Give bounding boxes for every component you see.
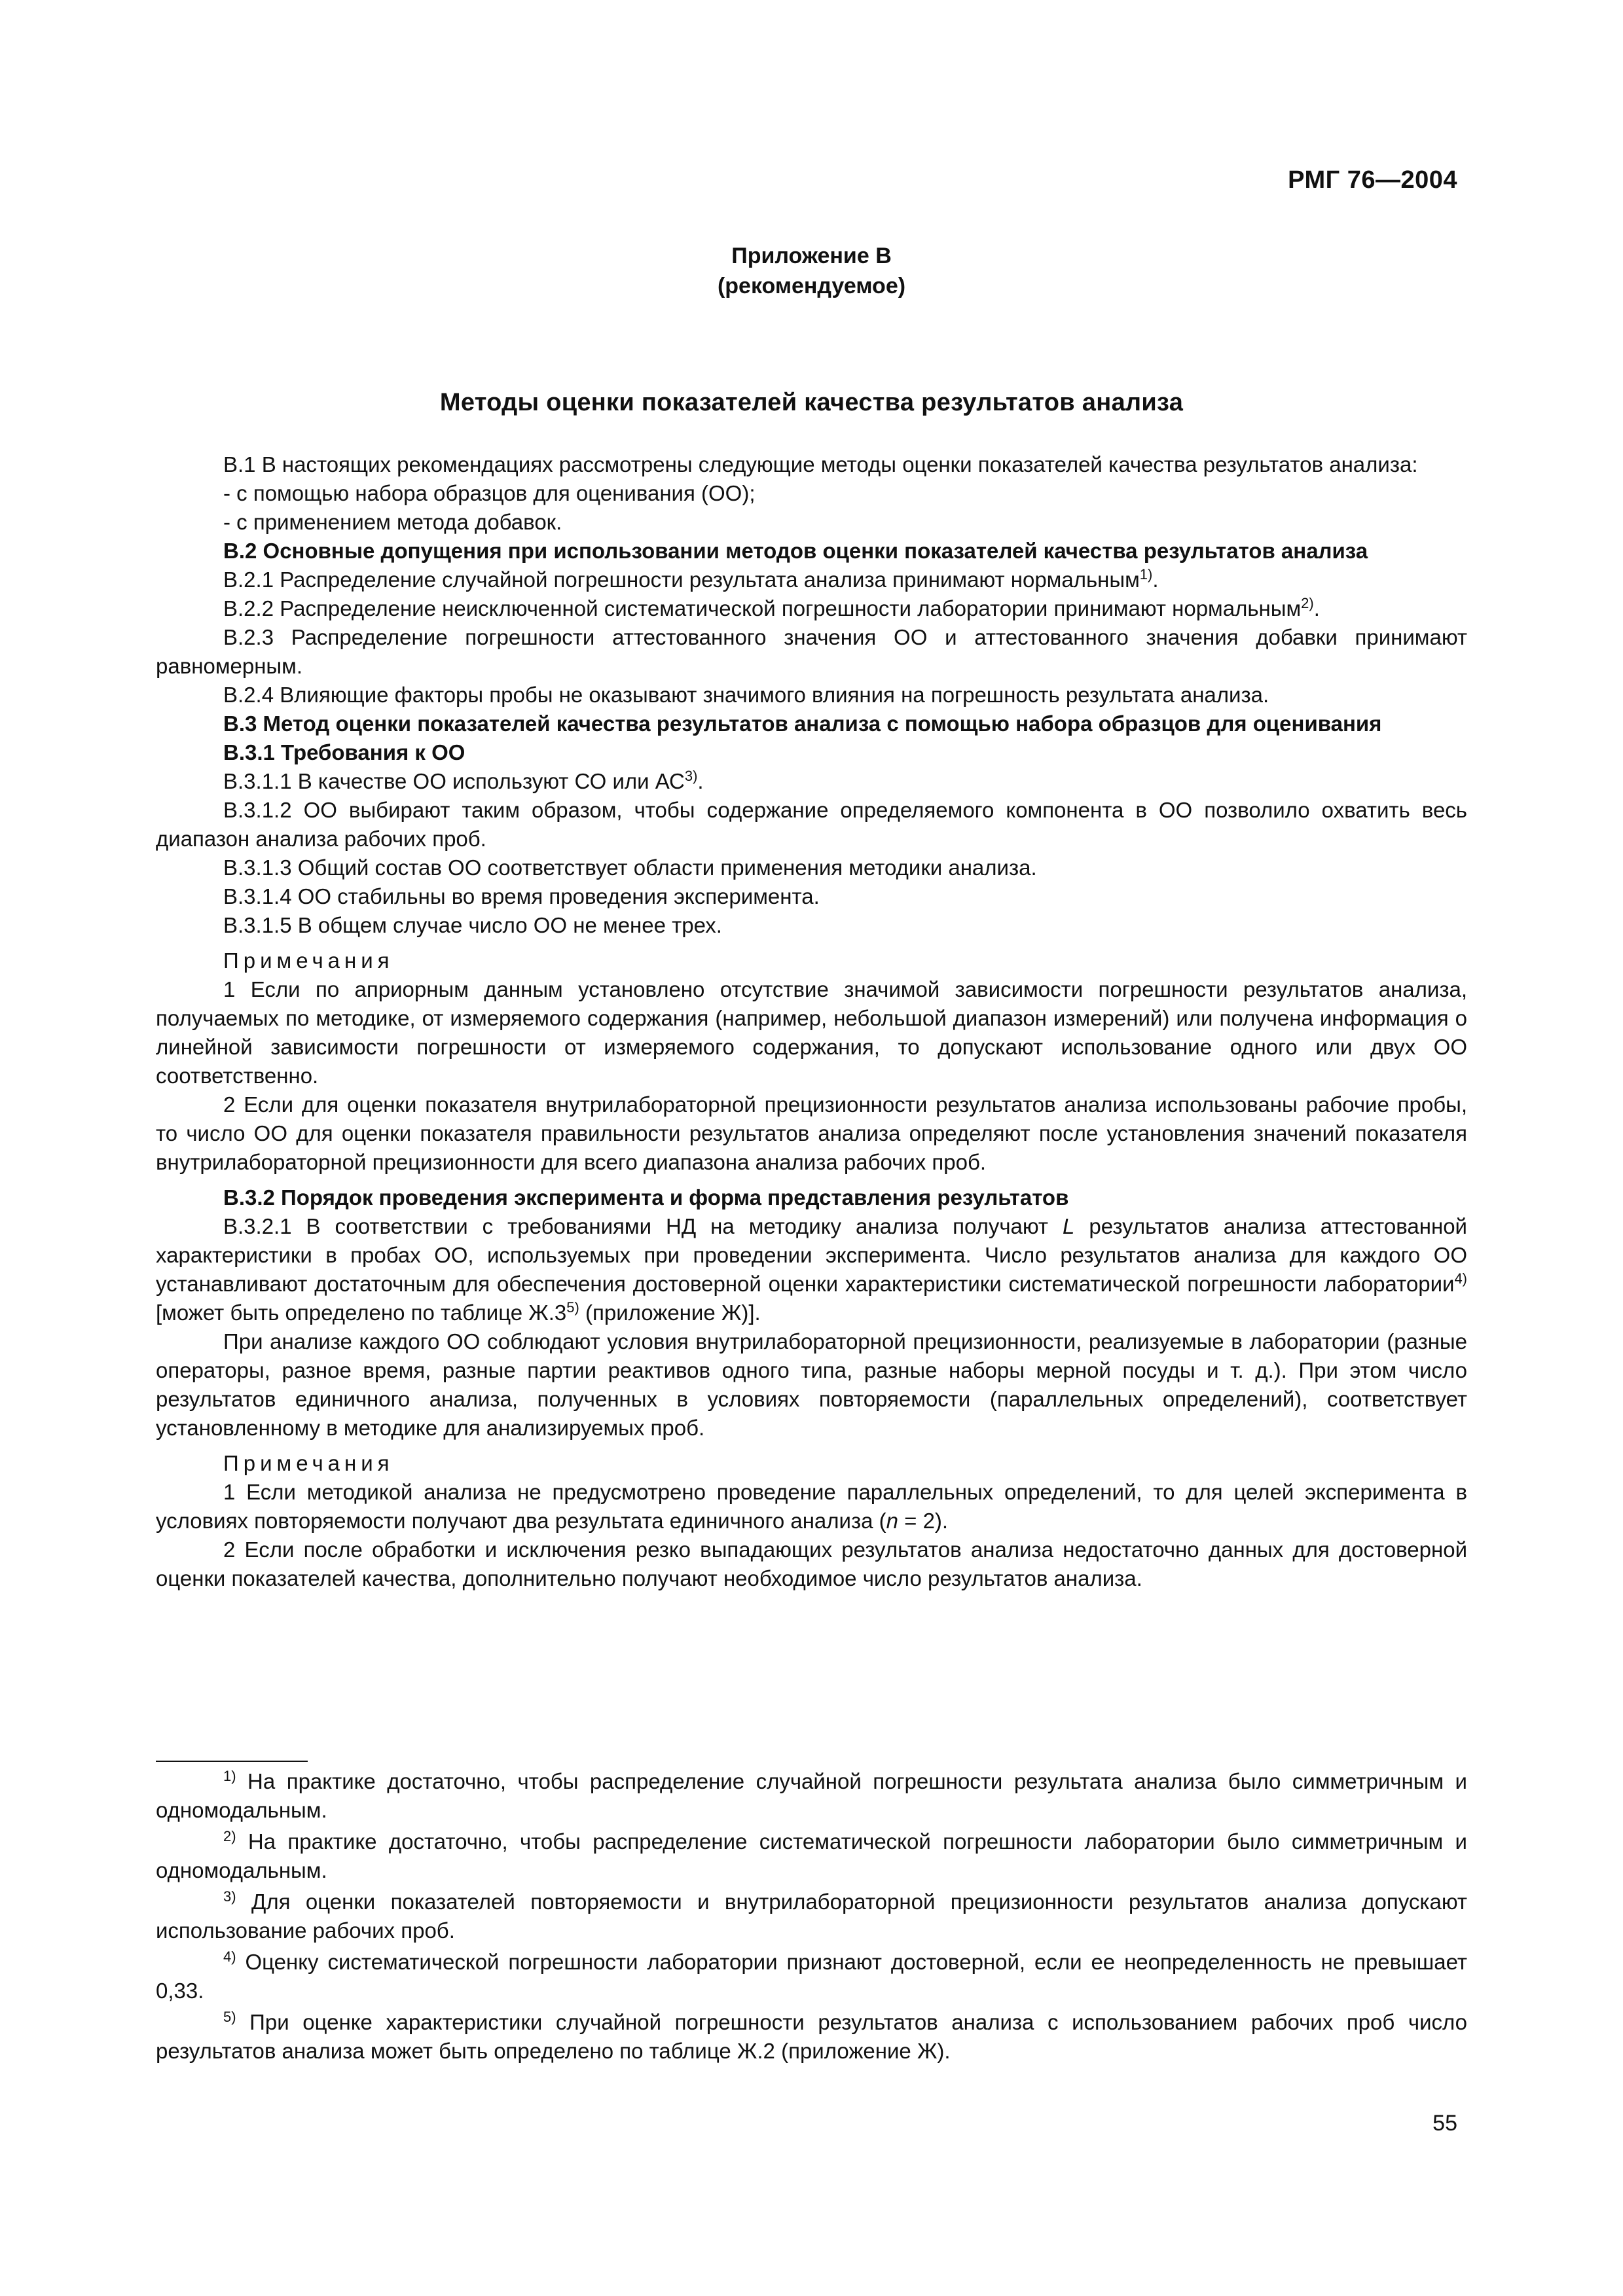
document-code: РМГ 76—2004 [1288,166,1457,194]
paragraph-text: В.3.2.1 В соответствии с требованиями НД на методику анализа получают [223,1214,1063,1238]
paragraph-text: В.2.2 Распределение неисключенной систематической погрешности лаборатории принимают нормальным [223,596,1302,620]
footnote-ref: 5) [566,1299,579,1316]
variable: n [886,1509,898,1533]
footnote-text: На практике достаточно, чтобы распределение систематической погрешности лаборатории было симметричным и одномодальным. [156,1829,1467,1882]
footnote [156,1888,1467,1945]
paragraph-b2-1 [156,565,1467,594]
paragraph-text: (приложение Ж)]. [579,1300,761,1325]
footnote [156,1767,1467,1825]
paragraph-b2-2 [156,594,1467,623]
heading-b3-2: В.3.2 Порядок проведения эксперимента и форма представления результатов [223,1185,1069,1210]
paragraph-b3-2-1 [156,1212,1467,1327]
note-item [156,1478,1467,1535]
variable: L [1063,1214,1075,1238]
footnote-mark: 2) [223,1828,236,1844]
paragraph-text: В.3.1.1 В качестве ОО используют СО или АС [223,769,685,793]
paragraph-b3-2-2: При анализе каждого ОО соблюдают условия внутрилабораторной прецизионности, реализуемые в лаборатории (разные операторы, разное время, разные партии реактивов одного типа, разные наборы мерной посуды и т. д.). При этом число результатов единичного анализа, полученных в условиях повторяемости (параллельных определений), соответствует установленному в методике для анализируемых проб. [156,1329,1467,1440]
list-item: - с применением метода добавок. [223,510,562,534]
footnote-ref: 2) [1301,595,1314,611]
appendix-heading [0,241,1623,301]
paragraph-text: результатов анализа аттестованной характеристики в пробах ОО, используемых при проведении эксперимента. Число результатов анализа для каждого ОО устанавливают достаточным для обеспечения достоверной оценки характеристики систематической погрешности лаборатории [156,1214,1467,1296]
footnote-text: На практике достаточно, чтобы распределение случайной погрешности результата анализа было симметричным и одномодальным. [156,1769,1467,1822]
footnote [156,2008,1467,2066]
note-item: 2 Если после обработки и исключения резко выпадающих результатов анализа недостаточно данных для достоверной оценки показателей качества, дополнительно получают необходимое число результатов анализа. [156,1537,1467,1590]
page-number: 55 [1432,2111,1457,2136]
footnote-mark: 1) [223,1768,236,1784]
paragraph-text: В.2.1 Распределение случайной погрешности результата анализа принимают нормальным [223,567,1140,592]
section-title: Методы оценки показателей качества результатов анализа [439,389,1184,416]
paragraph-b3-1-3: В.3.1.3 Общий состав ОО соответствует области применения методики анализа. [223,855,1037,880]
paragraph-b3-1-1 [156,767,1467,796]
punctuation: . [1152,567,1159,592]
footnote-ref: 4) [1454,1270,1467,1287]
paragraph-text: [может быть определено по таблице Ж.3 [156,1300,567,1325]
punctuation: . [1313,596,1320,620]
footnote-divider [156,1761,308,1762]
note-item: 1 Если по априорным данным установлено отсутствие значимой зависимости погрешности результатов анализа, получаемых по методике, от измеряемого содержания (например, небольшой диапазон измерений) или получена информация о линейной зависимости погрешности от измеряемого содержания, то допускают использование одного или двух ОО соответственно. [156,977,1467,1088]
paragraph-b3-1-5: В.3.1.5 В общем случае число ОО не менее трех. [223,913,722,937]
heading-b2: В.2 Основные допущения при использовании методов оценки показателей качества результатов анализа [223,539,1368,563]
paragraph-b2-4: В.2.4 Влияющие факторы пробы не оказывают значимого влияния на погрешность результата анализа. [223,683,1269,707]
heading-b3-1: В.3.1 Требования к ОО [223,740,465,764]
paragraph-b3-1-4: В.3.1.4 ОО стабильны во время проведения эксперимента. [223,884,820,908]
notes-label: Примечания [223,948,394,973]
appendix-kind: (рекомендуемое) [717,274,906,298]
paragraph-b3-1-2: В.3.1.2 ОО выбирают таким образом, чтобы содержание определяемого компонента в ОО позволило охватить весь диапазон анализа рабочих проб. [156,798,1467,851]
notes-label: Примечания [223,1451,394,1475]
footnote-ref: 3) [684,768,698,784]
footnote [156,1827,1467,1885]
footnote-mark: 5) [223,2009,236,2025]
list-item: - с помощью набора образцов для оценивания (ОО); [223,481,756,505]
paragraph-b2-3: В.2.3 Распределение погрешности аттестованного значения ОО и аттестованного значения добавки принимают равномерным. [156,625,1467,678]
footnote [156,1948,1467,2005]
footnotes [156,1767,1467,2068]
footnote-mark: 4) [223,1948,236,1965]
note-item: 2 Если для оценки показателя внутрилабораторной прецизионности результатов анализа использованы рабочие пробы, то число ОО для оценки показателя правильности результатов анализа определяют после установления значений показателя внутрилабораторной прецизионности для всего диапазона анализа рабочих проб. [156,1092,1467,1174]
body-text [156,450,1467,1593]
footnote-text: Оценку систематической погрешности лаборатории признают достоверной, если ее неопределенность не превышает 0,33. [156,1950,1467,2003]
footnote-mark: 3) [223,1888,236,1905]
footnote-ref: 1) [1139,566,1153,583]
punctuation: . [697,769,704,793]
footnote-text: Для оценки показателей повторяемости и внутрилабораторной прецизионности результатов анализа допускают использование рабочих проб. [156,1890,1467,1943]
paragraph-text: 1 Если методикой анализа не предусмотрено проведение параллельных определений, то для целей эксперимента в условиях повторяемости получают два результата единичного анализа ( [156,1480,1467,1533]
footnote-text: При оценке характеристики случайной погрешности результатов анализа с использованием рабочих проб число результатов анализа может быть определено по таблице Ж.2 (приложение Ж). [156,2010,1467,2063]
paragraph-b1: В.1 В настоящих рекомендациях рассмотрены следующие методы оценки показателей качества результатов анализа: [223,452,1418,476]
appendix-title: Приложение В [731,243,892,268]
paragraph-text: = 2). [898,1509,949,1533]
heading-b3: В.3 Метод оценки показателей качества результатов анализа с помощью набора образцов для оценивания [223,711,1382,736]
